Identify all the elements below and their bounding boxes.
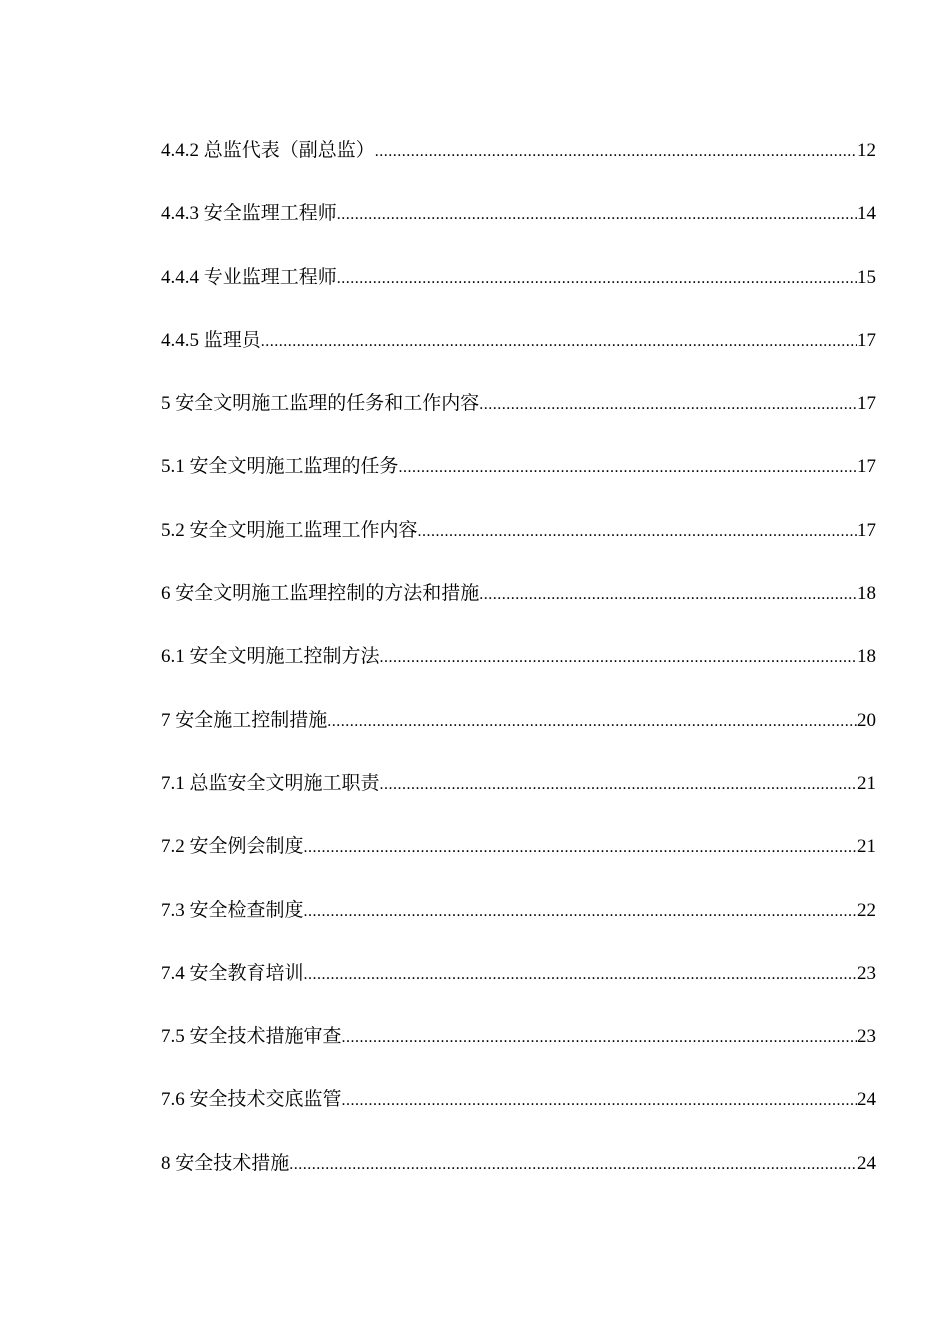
toc-entry-title: 7.4 安全教育培训 [161,962,304,984]
toc-entry-page: 17 [857,393,876,415]
toc-entry-page: 17 [857,456,876,478]
toc-leader-dots [375,137,857,167]
toc-leader-dots [304,960,857,990]
toc-entry[interactable] [161,199,876,262]
toc-entry-page: 20 [857,709,876,731]
toc-entry-page: 12 [857,140,876,161]
toc-entry-title: 4.4.2 总监代表（副总监） [161,140,375,161]
table-of-contents [161,136,876,1212]
toc-entry[interactable] [161,642,876,705]
toc-entry[interactable] [161,769,876,832]
toc-entry[interactable] [161,579,876,642]
toc-entry[interactable] [161,1085,876,1148]
toc-leader-dots [337,200,857,230]
toc-entry-title: 5.2 安全文明施工监理工作内容 [161,519,418,541]
toc-entry-title: 4.4.3 安全监理工程师 [161,203,337,225]
toc-entry-page: 18 [857,646,876,668]
toc-leader-dots [261,327,857,357]
toc-entry-page: 21 [857,772,876,794]
toc-entry-title: 6.1 安全文明施工控制方法 [161,646,380,668]
toc-entry[interactable] [161,1022,876,1085]
toc-entry-page: 18 [857,583,876,605]
toc-entry-title: 4.4.4 专业监理工程师 [161,266,337,288]
toc-entry-title: 7.1 总监安全文明施工职责 [161,772,380,794]
toc-entry-title: 5 安全文明施工监理的任务和工作内容 [161,393,480,415]
toc-leader-dots [337,264,857,294]
toc-entry-page: 23 [857,962,876,984]
toc-entry[interactable] [161,706,876,769]
toc-entry-title: 6 安全文明施工监理控制的方法和措施 [161,583,480,605]
toc-entry-page: 15 [857,266,876,288]
toc-leader-dots [342,1023,857,1053]
toc-leader-dots [304,833,857,863]
toc-entry-page: 14 [857,203,876,225]
toc-entry[interactable] [161,136,876,199]
toc-entry-page: 24 [857,1089,876,1111]
toc-entry-title: 7.5 安全技术措施审查 [161,1026,342,1048]
toc-entry-page: 17 [857,329,876,351]
toc-entry[interactable] [161,832,876,895]
toc-leader-dots [380,643,857,673]
toc-entry[interactable] [161,1149,876,1212]
toc-leader-dots [380,770,857,800]
toc-leader-dots [289,1150,857,1180]
toc-leader-dots [327,707,857,737]
toc-leader-dots [479,390,857,420]
toc-entry[interactable] [161,959,876,1022]
toc-leader-dots [399,453,857,483]
toc-entry-page: 24 [857,1152,876,1174]
toc-entry-page: 17 [857,519,876,541]
toc-leader-dots [342,1086,857,1116]
toc-entry[interactable] [161,326,876,389]
toc-entry-title: 7 安全施工控制措施 [161,709,328,731]
toc-entry-title: 7.2 安全例会制度 [161,836,304,858]
toc-leader-dots [304,897,857,927]
toc-entry[interactable] [161,896,876,959]
toc-entry-title: 7.3 安全检查制度 [161,899,304,921]
toc-entry-title: 4.4.5 监理员 [161,329,261,351]
toc-entry-page: 21 [857,836,876,858]
toc-entry-title: 7.6 安全技术交底监管 [161,1089,342,1111]
toc-leader-dots [418,517,857,547]
toc-entry[interactable] [161,452,876,515]
toc-leader-dots [479,580,857,610]
toc-entry[interactable] [161,389,876,452]
toc-entry-title: 8 安全技术措施 [161,1152,290,1174]
toc-entry[interactable] [161,263,876,326]
toc-entry-page: 22 [857,899,876,921]
toc-entry[interactable] [161,516,876,579]
toc-entry-title: 5.1 安全文明施工监理的任务 [161,456,399,478]
toc-entry-page: 23 [857,1026,876,1048]
